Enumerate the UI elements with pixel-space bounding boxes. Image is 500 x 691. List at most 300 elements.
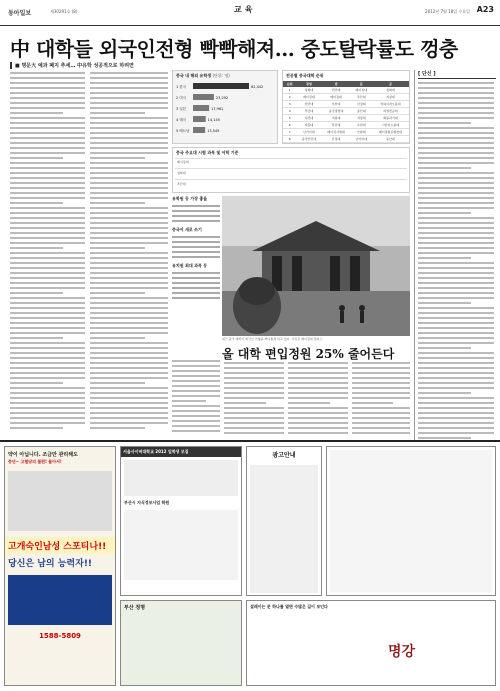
text-line [418,102,494,104]
section-title: 교육 [234,5,256,14]
text-line [10,217,85,219]
text-line [352,402,393,404]
bar-value-label: 13,549 [207,129,220,133]
ranking-table [282,70,410,144]
briefs-text [418,82,494,439]
lecture-ad-title: 명강 [387,644,415,660]
text-line [418,392,471,394]
text-line [10,242,85,244]
right-ad-column[interactable] [326,446,496,596]
text-line [90,132,168,134]
university-ad-subtitle: 부산시 지식정보사업 학원 [124,500,170,505]
text-line [418,87,494,89]
text-line [352,417,410,419]
text-line [10,192,85,194]
exam-row-label: 푸단대 [177,182,186,186]
text-line [418,237,494,239]
text-line [90,422,168,424]
text-line [10,172,85,174]
ranking-cell: 베이징대 [351,87,372,94]
text-line [90,392,168,394]
text-line [224,422,284,424]
text-line [418,377,494,379]
text-line [90,122,168,124]
text-line [10,337,63,339]
text-line [90,427,145,429]
text-line [418,217,494,219]
text-line [10,372,85,374]
text-line [90,162,168,164]
text-line [418,92,494,94]
health-ad[interactable] [4,446,116,686]
text-line [172,385,220,387]
text-line [10,232,85,234]
text-line [90,117,168,119]
text-line [418,407,494,409]
text-line [288,362,348,364]
classified-ad-box[interactable] [246,446,322,596]
text-line [418,342,494,344]
newspaper-logo: 동아일보 [8,10,32,17]
ranking-cell: 푸단대 [351,94,372,101]
text-line [418,397,494,399]
subheadline: ■ 명문大 예과 폐지 추세… 中유학 성공적으로 하려면 [10,62,134,69]
lecture-ad[interactable] [246,600,496,686]
text-line [10,112,63,114]
text-line [418,412,494,414]
ranking-cell: 베이징사범대 [322,129,351,136]
text-line [90,177,168,179]
ranking-cell: 화중과기대 [372,115,409,122]
text-line [418,317,494,319]
text-line [418,202,494,204]
health-ad-headline: 고개숙인남성 스포티나!! [5,537,115,554]
text-line [10,102,85,104]
text-line [172,365,220,367]
university-ad-title: 서울사이버대학교 2012 입학생 모집 [121,447,241,457]
text-line [90,362,168,364]
text-line [90,237,168,239]
photo-illustration [222,196,410,336]
text-line [172,425,220,427]
text-line [418,192,494,194]
text-line [418,187,494,189]
text-line [10,357,85,359]
text-line [418,402,494,404]
text-line [90,377,168,379]
ranking-header-cell: 공 [372,81,409,87]
bar [193,83,249,89]
ranking-grid [283,81,409,143]
text-line [10,207,85,209]
text-line [288,367,348,369]
text-line [224,397,284,399]
text-line [418,122,471,124]
text-line [172,375,220,377]
text-line [10,302,85,304]
text-line [10,152,85,154]
text-line [418,382,494,384]
text-line [418,292,494,294]
health-ad-headline-2: 당신은 남의 능력자!! [8,559,93,569]
text-line [90,267,168,269]
text-line [90,387,168,389]
text-line [90,257,168,259]
text-line [10,262,85,264]
ranking-table-title: 전공별 중국대학 순위 [286,73,324,78]
ranking-cell: 저장대 [296,122,321,129]
text-line [90,407,168,409]
text-line [10,142,85,144]
ranking-cell: 우한대 [322,101,351,108]
text-line [172,420,220,422]
text-line [10,412,85,414]
text-line [10,277,85,279]
text-line [352,387,410,389]
text-line [10,162,85,164]
text-line [224,367,284,369]
photo-caption: 최근 중국 대학이 외국인 전형을 까다롭게 하고 있다. 사진은 베이징대 캠퍼스. [222,337,324,341]
text-line [10,132,85,134]
text-line [418,272,494,274]
text-line [90,417,168,419]
text-line [288,377,348,379]
news-briefs-column [414,70,496,440]
text-line [352,427,410,429]
text-line [224,372,284,374]
text-line [10,237,85,239]
text-line [90,197,168,199]
ranking-header-cell: 법 [322,81,351,87]
ranking-cell: 쓰촨대 [351,129,372,136]
text-line [418,322,494,324]
text-line [10,317,85,319]
text-line [10,392,85,394]
text-line [172,370,220,372]
text-line [90,292,145,294]
text-line [10,257,85,259]
text-line [10,92,85,94]
text-line [418,357,494,359]
text-line [10,297,85,299]
ranking-cell: 저장대 [372,94,409,101]
masthead [0,0,500,26]
ranking-cell: 3 [283,101,296,108]
text-line [90,402,168,404]
text-line [90,352,168,354]
ranking-cell: 지린대 [322,115,351,122]
text-line [418,432,494,434]
exam-table [172,147,410,193]
text-line [10,292,63,294]
text-line [10,407,85,409]
text-line [90,217,168,219]
text-line [10,267,85,269]
ranking-cell: 중국정법대 [322,108,351,115]
text-line [418,162,494,164]
text-line [172,430,220,432]
ranking-row [283,136,409,143]
article-column-5 [288,362,348,437]
text-line [90,337,145,339]
text-line [352,377,410,379]
text-line [90,232,168,234]
text-line [352,412,410,414]
bar-category-label: 1 한국 [176,85,187,89]
text-line [224,377,284,379]
text-line [418,142,494,144]
ranking-row [283,122,409,129]
text-line [10,227,85,229]
text-line [90,307,168,309]
bar [193,127,205,133]
text-line [10,202,63,204]
text-line [172,390,220,392]
text-line [352,432,410,434]
text-line [418,137,494,139]
text-line [90,302,168,304]
health-ad-phone: 1588-5809 [39,632,81,640]
text-line [90,112,145,114]
bar-category-label: 5 베트남 [176,129,190,133]
text-line [90,192,168,194]
text-line [418,147,494,149]
ranking-cell: 런민대 [322,87,351,94]
text-line [10,197,85,199]
text-line [90,127,168,129]
text-line [10,127,85,129]
text-line [90,317,168,319]
text-line [10,417,85,419]
text-line [90,372,168,374]
text-line [90,347,168,349]
text-line [10,402,85,404]
ranking-cell: 둥난대 [372,136,409,143]
text-line [90,247,145,249]
ranking-cell: 시안자오퉁대 [372,122,409,129]
ranking-cell: 샤먼대 [296,115,321,122]
ranking-cell: 난징대 [351,101,372,108]
ranking-cell: 중국인민대 [296,136,321,143]
sidebox-heading-3: 유치원 최대 과목 등 [172,263,208,268]
text-line [10,182,85,184]
bar-category-label: 2 미국 [176,96,187,100]
text-line [418,332,494,334]
text-line [418,307,494,309]
text-line [90,297,168,299]
ranking-row [283,115,409,122]
text-line [418,267,494,269]
text-line [172,415,220,417]
text-line [172,380,220,382]
text-line [10,117,85,119]
text-line [418,242,494,244]
ranking-cell: 칭화대 [296,87,321,94]
text-line [418,222,494,224]
text-line [10,97,85,99]
exam-row-label: 베이징대 [177,160,189,164]
text-line [418,182,494,184]
health-ad-title: 약이 아닙니다. 조금만 관리해도 [8,452,78,458]
ranking-cell: 8 [283,136,296,143]
text-line [90,252,168,254]
text-line [10,322,85,324]
text-line [90,137,168,139]
text-line [90,207,168,209]
text-line [10,287,85,289]
text-line [10,282,85,284]
text-line [418,212,471,214]
text-line [224,392,284,394]
article-column-2 [90,72,168,432]
text-line [90,82,168,84]
text-line [224,432,284,434]
text-line [418,362,494,364]
text-line [288,427,348,429]
bar-value-label: 62,442 [251,85,264,89]
text-line [10,122,85,124]
text-line [90,72,168,74]
text-line [10,252,85,254]
text-line [10,147,85,149]
bar-value-label: 23,292 [215,96,229,100]
text-line [418,352,494,354]
text-line [90,322,168,324]
bar [193,94,214,100]
text-line [288,382,348,384]
text-line [90,312,168,314]
article-column-6 [352,362,410,437]
text-line [418,152,494,154]
text-line [90,97,168,99]
text-line [418,422,494,424]
text-line [288,432,348,434]
bar-chart [173,79,279,143]
text-line [90,357,168,359]
text-line [418,372,494,374]
text-line [172,410,220,412]
page-number: A23 [476,5,494,14]
text-line [10,137,85,139]
text-line [288,402,330,404]
text-line [90,412,168,414]
text-line [90,167,168,169]
text-line [418,312,494,314]
ranking-cell: 푸단대 [296,108,321,115]
text-line [10,377,85,379]
bar-value-label: 17,961 [211,107,224,111]
ranking-cell: 베이징항공항천대 [372,129,409,136]
ranking-cell: 저장대 [351,115,372,122]
text-line [418,252,494,254]
students-chart [172,70,278,144]
text-line [418,417,494,419]
text-line [418,167,471,169]
ranking-cell: 푸단대 [322,122,351,129]
text-line [288,392,348,394]
ranking-cell: 상하이자오퉁대 [372,101,409,108]
text-line [418,367,494,369]
ranking-cell: 중산대 [351,108,372,115]
text-line [418,117,494,119]
text-line [418,387,494,389]
text-line [418,232,494,234]
article-column-1 [10,72,85,432]
text-line [352,392,410,394]
text-line [10,272,85,274]
text-line [90,147,168,149]
text-line [90,327,168,329]
text-line [90,92,168,94]
text-line [418,197,494,199]
text-line [10,72,85,74]
text-line [224,407,284,409]
text-line [10,427,63,429]
text-line [172,395,220,397]
text-line [10,342,85,344]
text-line [418,157,494,159]
article-column-3 [172,360,220,435]
ranking-cell: 난징대 [322,136,351,143]
sidebar-box [172,196,220,302]
bar-category-label: 4 태국 [176,118,187,122]
university-ad[interactable] [120,446,242,596]
ranking-row [283,108,409,115]
ranking-cell: 하얼빈공대 [372,108,409,115]
text-line [10,347,85,349]
text-line [90,157,145,159]
text-line [10,327,85,329]
text-line [418,227,494,229]
text-line [418,297,494,299]
text-line [90,87,168,89]
bottom-mid-ad-title: 부산 정명 [124,605,146,611]
text-line [10,352,85,354]
text-line [90,172,168,174]
text-line [288,407,348,409]
text-line [90,277,168,279]
text-line [418,282,494,284]
text-line [418,112,494,114]
advertisement-zone [0,440,500,691]
ranking-cell: 4 [283,108,296,115]
text-line [418,132,494,134]
text-line [10,187,85,189]
text-line [10,422,85,424]
exam-row-label: 칭화대 [177,171,186,175]
text-line [90,77,168,79]
health-ad-subtitle: 중년~ 고혈당의 불편! 몰아서! [8,459,62,464]
second-headline: 올 대학 편입정원 25% 줄어든다 [222,347,395,361]
text-line [90,242,168,244]
text-line [224,412,284,414]
text-line [224,427,284,429]
text-line [90,182,168,184]
text-line [90,107,168,109]
text-line [90,152,168,154]
bar-value-label: 14,145 [207,118,220,122]
text-line [288,397,348,399]
bottom-mid-ad[interactable] [120,600,242,686]
ranking-cell: 난카이대 [296,129,321,136]
text-line [224,362,284,364]
text-line [10,397,85,399]
bar [193,105,209,111]
text-line [10,167,85,169]
text-line [90,102,168,104]
bar [193,116,206,122]
text-line [352,397,410,399]
